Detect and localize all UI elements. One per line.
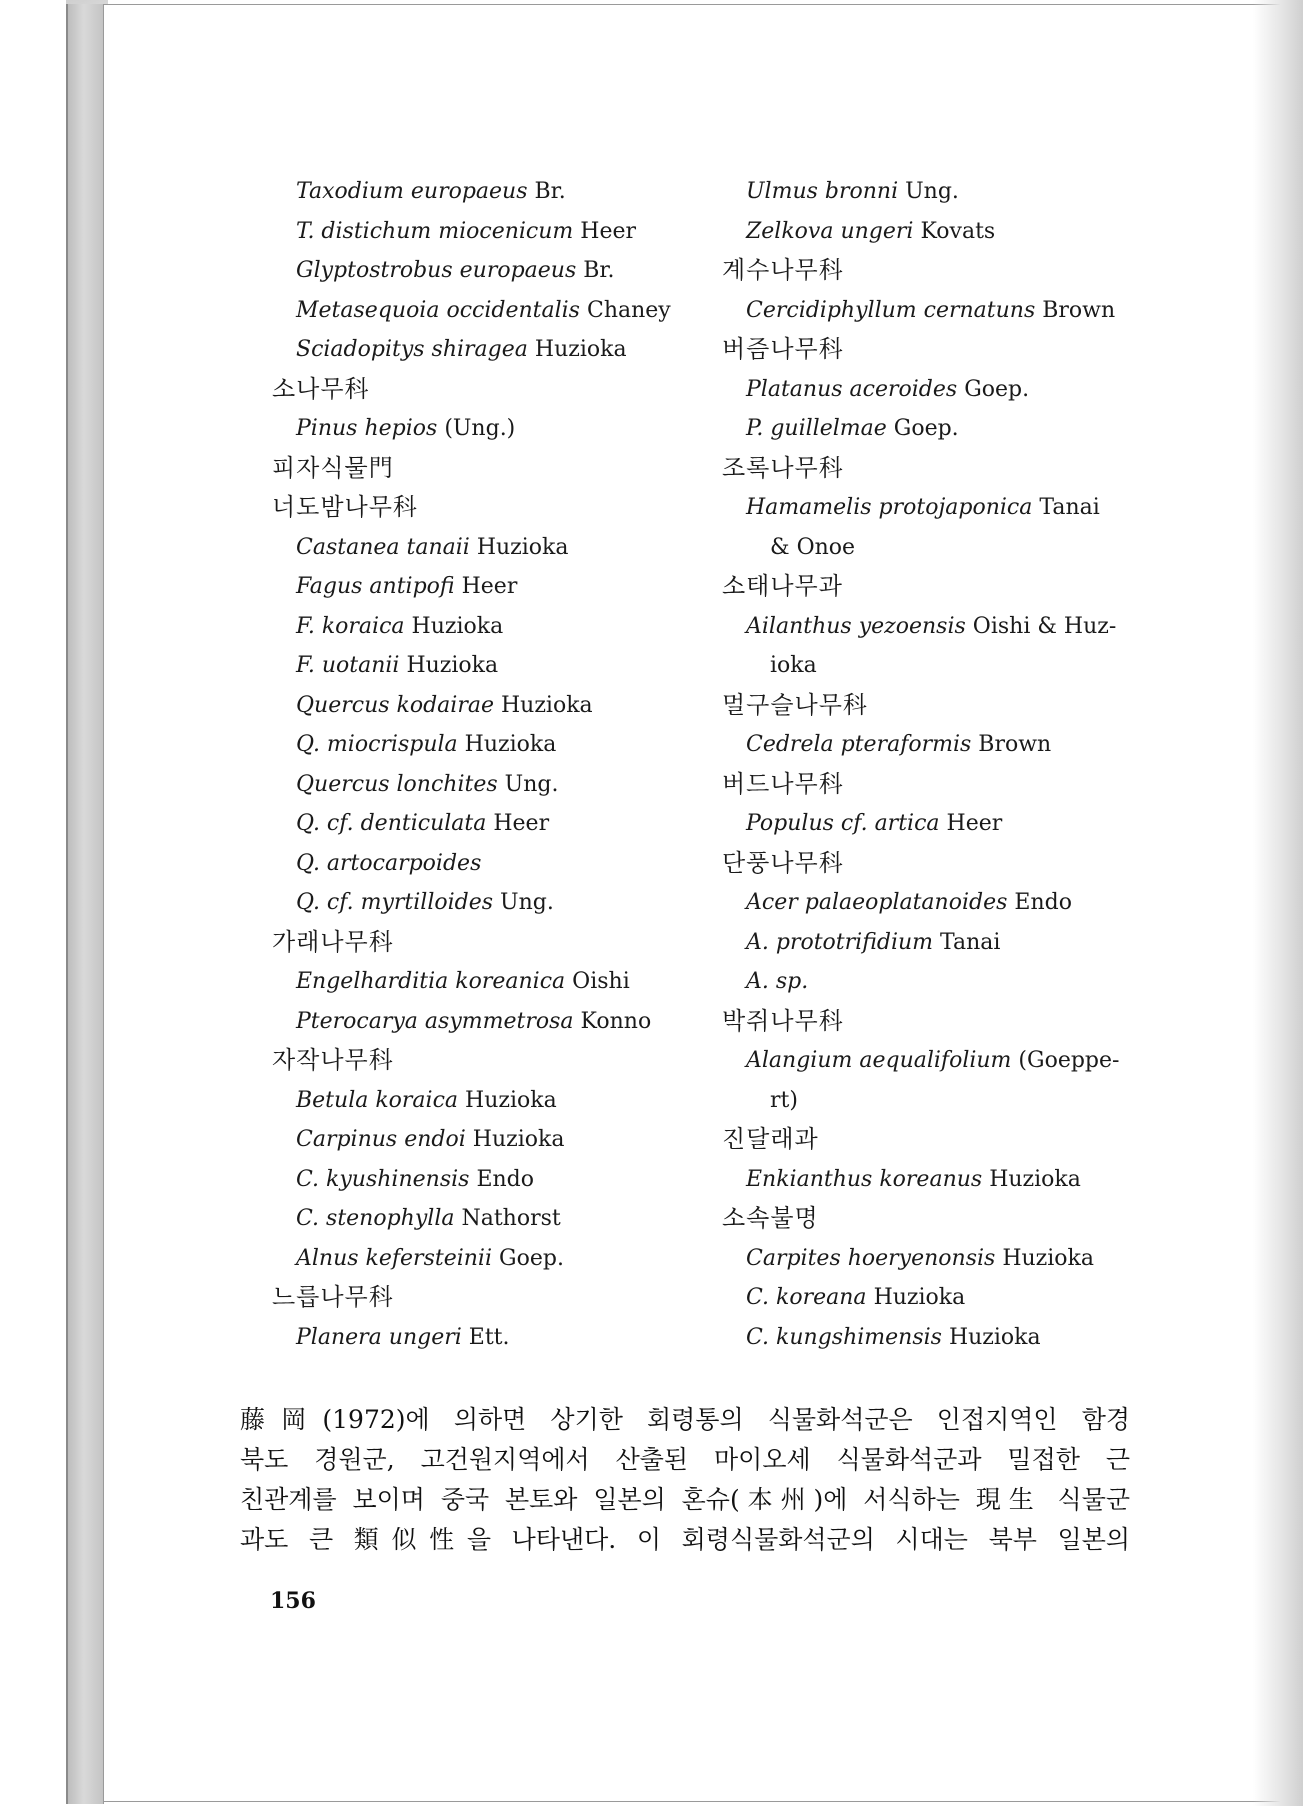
family-heading: 느릅나무科 [272,1283,394,1311]
species-name: P. guillelmae [746,416,887,441]
species-author: Ung. [504,771,559,797]
species-name: Ailanthus yezoensis [746,613,966,639]
species-entry [272,409,712,449]
species-entry [272,291,712,331]
species-name: Pterocarya asymmetrosa [296,1008,574,1034]
species-name: Enkianthus koreanus [746,1166,983,1192]
species-author: Huzioka [464,732,557,757]
species-name: Q. cf. denticulata [296,811,487,836]
species-author: Endo [1014,890,1072,915]
species-author: Oishi & Huz- [972,613,1117,639]
species-entry [722,962,1122,1002]
species-name: Q. artocarpoides [296,850,482,876]
body-paragraph [240,1400,1130,1560]
species-name: Planera ungeri [296,1324,462,1350]
species-entry [272,962,712,1002]
species-name: Taxodium europaeus [296,179,528,204]
species-author: Heer [580,218,637,244]
paragraph-line: 북도 경원군, 고건원지역에서 산출된 마이오세 식물화석군과 밀접한 근 [240,1445,1130,1474]
species-name: C. stenophylla [296,1206,455,1231]
species-name: Platanus aceroides [746,376,958,402]
family-heading: 단풍나무科 [722,848,844,877]
species-name: F. koraica [296,613,405,639]
species-entry [272,1239,712,1279]
species-entry [722,409,1122,449]
species-author: Heer [493,811,550,836]
species-entry [272,686,712,726]
species-name: Pinus hepios [296,416,438,441]
species-author: Br. [583,258,615,283]
species-entry [272,1199,712,1239]
family-heading: 소태나무과 [722,572,843,600]
species-entry [272,1002,712,1042]
species-author: Huzioka [534,337,627,362]
family-heading: 멀구슬나무科 [722,690,868,719]
species-entry [722,370,1122,410]
species-author: Huzioka [500,692,593,718]
species-entry [722,923,1122,963]
species-entry [272,251,712,291]
species-name: Fagus antipofi [296,574,455,599]
species-entry [722,1041,1122,1081]
species-name: Castanea tanaii [296,534,470,560]
species-entry [722,488,1122,528]
species-author: Tanai [940,929,1001,955]
species-name: A. sp. [746,969,809,994]
species-author: & Onoe [770,534,856,560]
species-author: Br. [534,179,566,204]
species-entry-continuation [722,646,1122,686]
family-heading: 버즘나무科 [722,335,844,363]
species-entry [272,528,712,568]
species-name: C. kungshimensis [746,1324,942,1350]
species-name: Carpinus endoi [296,1127,466,1152]
species-entry [272,1081,712,1121]
species-entry [722,291,1122,331]
species-author: (Ung.) [444,416,516,441]
species-author: Tanai [1039,495,1100,520]
species-entry [272,607,712,647]
species-author: Nathorst [461,1206,561,1231]
species-name: Betula koraica [296,1087,459,1113]
family-heading: 조록나무科 [722,453,844,482]
species-author: Huzioka [1002,1245,1095,1271]
family-heading: 버드나무科 [722,769,844,798]
paragraph-line: 과도 큰 類似性을 나타낸다. 이 회령식물화석군의 시대는 북부 일본의 [240,1525,1130,1554]
species-entry [272,725,712,765]
species-entry [272,567,712,607]
family-heading: 박쥐나무科 [722,1006,844,1035]
species-author: Goep. [499,1245,564,1271]
species-entry [272,844,712,884]
species-entry [722,883,1122,923]
species-author: Huzioka [472,1127,565,1152]
species-name: Acer palaeoplatanoides [746,890,1008,915]
family-heading: 소나무科 [272,374,370,403]
species-entry [272,1318,712,1358]
species-entry-continuation [722,1081,1122,1121]
species-name: A. prototrifidium [746,929,934,955]
species-entry [722,607,1122,647]
species-author: Huzioka [476,534,569,560]
species-entry-continuation [722,528,1122,568]
species-entry [722,1318,1122,1358]
species-name: Zelkova ungeri [746,218,914,244]
species-entry [272,330,712,370]
species-entry [272,765,712,805]
species-author: Huzioka [465,1087,557,1113]
species-author: Endo [476,1166,534,1192]
species-name: F. uotanii [296,653,400,678]
species-name: Cercidiphyllum cernatuns [746,297,1036,323]
species-entry [722,1160,1122,1200]
species-author: Chaney [586,297,671,323]
species-author: Ung. [905,179,959,204]
family-heading: 너도밤나무科 [272,493,418,521]
page-shadow [1253,0,1303,1806]
family-heading: 소속불명 [722,1204,819,1232]
species-name: Quercus lonchites [296,771,498,797]
species-name: T. distichum miocenicum [296,218,574,244]
page-number: 156 [270,1588,316,1614]
family-heading: 피자식물門 [272,453,394,482]
species-name: Q. cf. myrtilloides [296,890,494,915]
family-heading: 진달래과 [722,1125,819,1153]
species-author: Huzioka [948,1324,1041,1350]
species-entry [722,212,1122,252]
species-name: Hamamelis protojaponica [746,495,1033,520]
species-entry [722,804,1122,844]
species-author: Heer [461,574,518,599]
species-entry [272,804,712,844]
species-name: Quercus kodairae [296,692,494,718]
species-list-right-column [722,172,1122,1357]
species-name: C. koreana [746,1285,867,1310]
species-entry [272,1120,712,1160]
species-entry [272,883,712,923]
species-author: Huzioka [989,1166,1081,1192]
species-author: Ett. [468,1324,510,1350]
species-list-left-column [272,172,712,1357]
species-name: Sciadopitys shiragea [296,337,528,362]
species-author: Huzioka [406,653,499,678]
species-author: Brown [1042,297,1116,323]
species-name: Q. miocrispula [296,732,458,757]
species-entry [722,725,1122,765]
paragraph-line: 친관계를 보이며 중국 본토와 일본의 혼슈(本州)에 서식하는 現生 식물군 [240,1485,1130,1514]
species-name: C. kyushinensis [296,1166,470,1192]
species-name: Engelharditia koreanica [296,969,566,994]
species-author: Oishi [572,969,630,994]
species-name: Carpites hoeryenonsis [746,1245,996,1271]
species-entry [272,212,712,252]
species-name: Metasequoia occidentalis [296,297,580,323]
species-author: Ung. [500,890,554,915]
species-name: Alnus kefersteinii [296,1245,493,1271]
family-heading: 가래나무科 [272,927,394,956]
species-entry [272,1160,712,1200]
species-author: rt) [770,1087,798,1113]
species-name: Glyptostrobus europaeus [296,258,577,283]
species-author: Konno [580,1008,652,1034]
species-author: Goep. [893,416,959,441]
species-entry [722,1239,1122,1279]
book-page-edge [66,4,104,1804]
species-entry [722,1278,1122,1318]
paragraph-line: 藤岡(1972)에 의하면 상기한 회령통의 식물화석군은 인접지역인 함경 [240,1405,1130,1434]
species-name: Alangium aequalifolium [746,1048,1012,1073]
species-author: Kovats [920,218,996,244]
species-name: Ulmus bronni [746,179,899,204]
species-entry [272,172,712,212]
species-author: ioka [770,653,817,678]
species-author: Brown [978,732,1052,757]
species-author: Heer [946,811,1003,836]
species-author: Huzioka [873,1285,966,1310]
family-heading: 계수나무科 [722,256,844,284]
species-author: (Goeppe- [1018,1048,1120,1073]
species-name: Cedrela pteraformis [746,732,972,757]
family-heading: 자작나무科 [272,1046,394,1074]
species-name: Populus cf. artica [746,811,940,836]
species-author: Huzioka [411,613,504,639]
species-author: Goep. [964,376,1030,402]
species-entry [272,646,712,686]
species-entry [722,172,1122,212]
